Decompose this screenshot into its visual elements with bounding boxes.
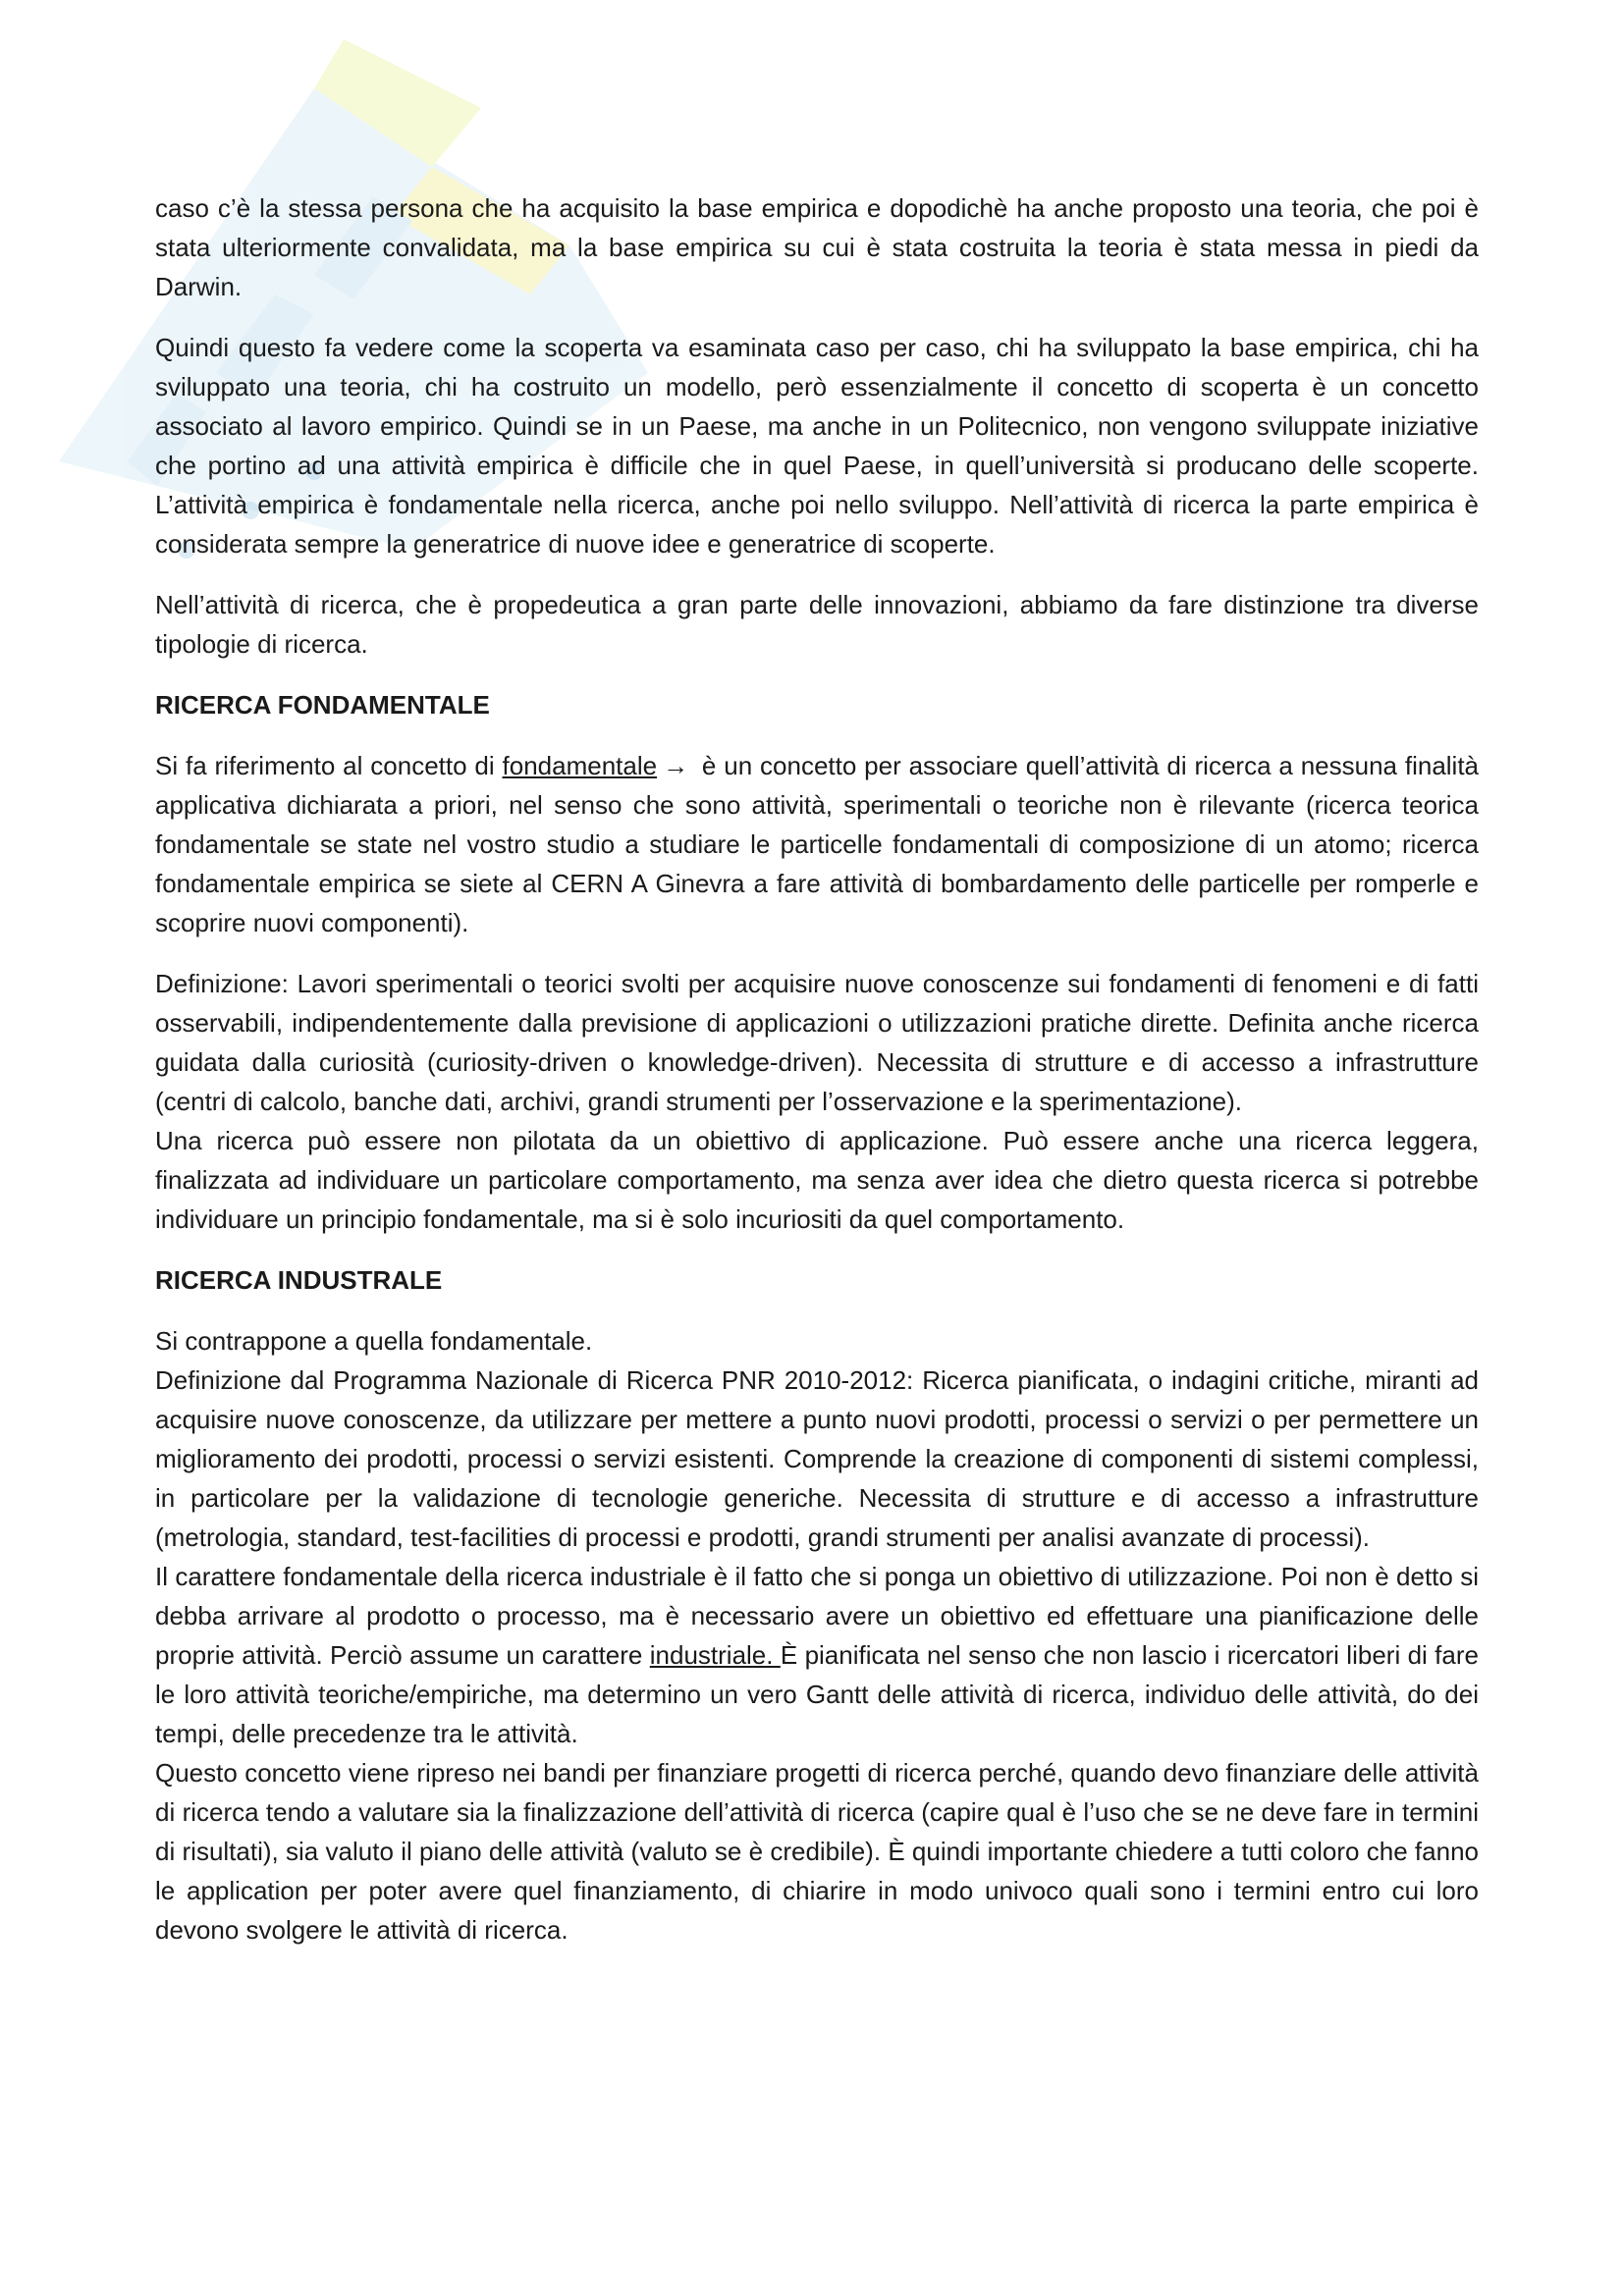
character-rest: È pianificata nel senso che non lascio i ricercatori liberi di fare le loro attività teoriche/empiriche, ma determino un vero Gantt delle attività di ricerca, individuo delle attività, do dei tempi, delle precedenze tra le attività. [155, 1640, 1479, 1748]
paragraph-industriale-definition: Definizione dal Programma Nazionale di Ricerca PNR 2010-2012: Ricerca pianificata, o indagini critiche, miranti ad acquisire nuove conoscenze, da utilizzare per mettere a punto nuovi prodotti, processi o servizi o per permettere un miglioramento dei prodotti, processi o servizi esistenti. Comprende la creazione di componenti di sistemi complessi, in particolare per la validazione di tecnologie generiche. Necessita di strutture e di accesso a infrastrutture (metrologia, standard, test-facilities di processi e prodotti, grandi strumenti per analisi avanzate di processi). [155, 1365, 1479, 1552]
paragraph-industriale-character [155, 1557, 1479, 1753]
term-fondamentale: fondamentale [502, 751, 658, 780]
page-content [155, 188, 1479, 1971]
paragraph-discovery: Quindi questo fa vedere come la scoperta va esaminata caso per caso, chi ha sviluppato la base empirica, chi ha sviluppato una teoria, chi ha costruito un modello, però essenzialmente il concetto di scoperta è un concetto associato al lavoro empirico. Quindi se in un Paese, ma anche in un Politecnico, non vengono sviluppate iniziative che portino ad una attività empirica è difficile che in quel Paese, in quell’università si producano delle scoperte. L’attività empirica è fondamentale nella ricerca, anche poi nello sviluppo. Nell’attività di ricerca la parte empirica è considerata sempre la generatrice di nuove idee e generatrice di scoperte. [155, 333, 1479, 559]
paragraph-industriale-funding: Questo concetto viene ripreso nei bandi per finanziare progetti di ricerca perché, quando devo finanziare delle attività di ricerca tendo a valutare sia la finalizzazione dell’attività di ricerca (capire qual è l’uso che se ne deve fare in termini di risultati), sia valuto il piano delle attività (valuto se è credibile). È quindi importante chiedere a tutti coloro che fanno le application per poter avere quel finanziamento, di chiarire in modo univoco quali sono i termini entro cui loro devono svolgere le attività di ricerca. [155, 1758, 1479, 1945]
intro-prefix: Si fa riferimento al concetto di [155, 751, 503, 780]
paragraph-fondamentale-note: Una ricerca può essere non pilotata da un obiettivo di applicazione. Può essere anche una ricerca leggera, finalizzata ad individuare un particolare comportamento, ma senza aver idea che dietro questa ricerca si potrebbe individuare un principio fondamentale, ma si è solo incuriositi da quel comportamento. [155, 1126, 1479, 1234]
heading-ricerca-fondamentale: RICERCA FONDAMENTALE [155, 690, 490, 720]
term-industriale: industriale. [649, 1640, 781, 1670]
intro-rest: è un concetto per associare quell’attività di ricerca a nessuna finalità applicativa dichiarata a priori, nel senso che sono attività, sperimentali o teoriche non è rilevante (ricerca teorica fondamentale se state nel vostro studio a studiare le particelle fondamentali di composizione di un atomo; ricerca fondamentale empirica se siete al CERN A Ginevra a fare attività di bombardamento delle particelle per romperle e scoprire nuovi componenti). [155, 751, 1480, 937]
paragraph-fondamentale-definition: Definizione: Lavori sperimentali o teorici svolti per acquisire nuove conoscenze sui fondamenti di fenomeni e di fatti osservabili, indipendentemente dalla previsione di applicazioni o utilizzazioni pratiche dirette. Definita anche ricerca guidata dalla curiosità (curiosity-driven o knowledge-driven). Necessita di strutture e di accesso a infrastrutture (centri di calcolo, banche dati, archivi, grandi strumenti per l’osservazione e la sperimentazione). [155, 969, 1479, 1116]
paragraph-fondamentale-intro [155, 746, 1479, 942]
paragraph-research-types: Nell’attività di ricerca, che è propedeutica a gran parte delle innovazioni, abbiamo da fare distinzione tra diverse tipologie di ricerca. [155, 590, 1479, 659]
arrow-right-icon: → [663, 751, 689, 780]
paragraph-industriale-contrast: Si contrappone a quella fondamentale. [155, 1326, 593, 1356]
character-prefix: Il carattere fondamentale della ricerca industriale è il fatto che si ponga un obiettivo di utilizzazione. Poi non è detto si debba arrivare al prodotto o processo, ma è necessario avere un obiettivo ed effettuare una pianificazione delle proprie attività. Perciò assume un carattere [155, 1562, 1479, 1670]
paragraph-darwin: caso c’è la stessa persona che ha acquisito la base empirica e dopodichè ha anche proposto una teoria, che poi è stata ulteriormente convalidata, ma la base empirica su cui è stata costruita la teoria è stata messa in piedi da Darwin. [155, 193, 1479, 301]
heading-ricerca-industriale: RICERCA INDUSTRALE [155, 1265, 443, 1295]
